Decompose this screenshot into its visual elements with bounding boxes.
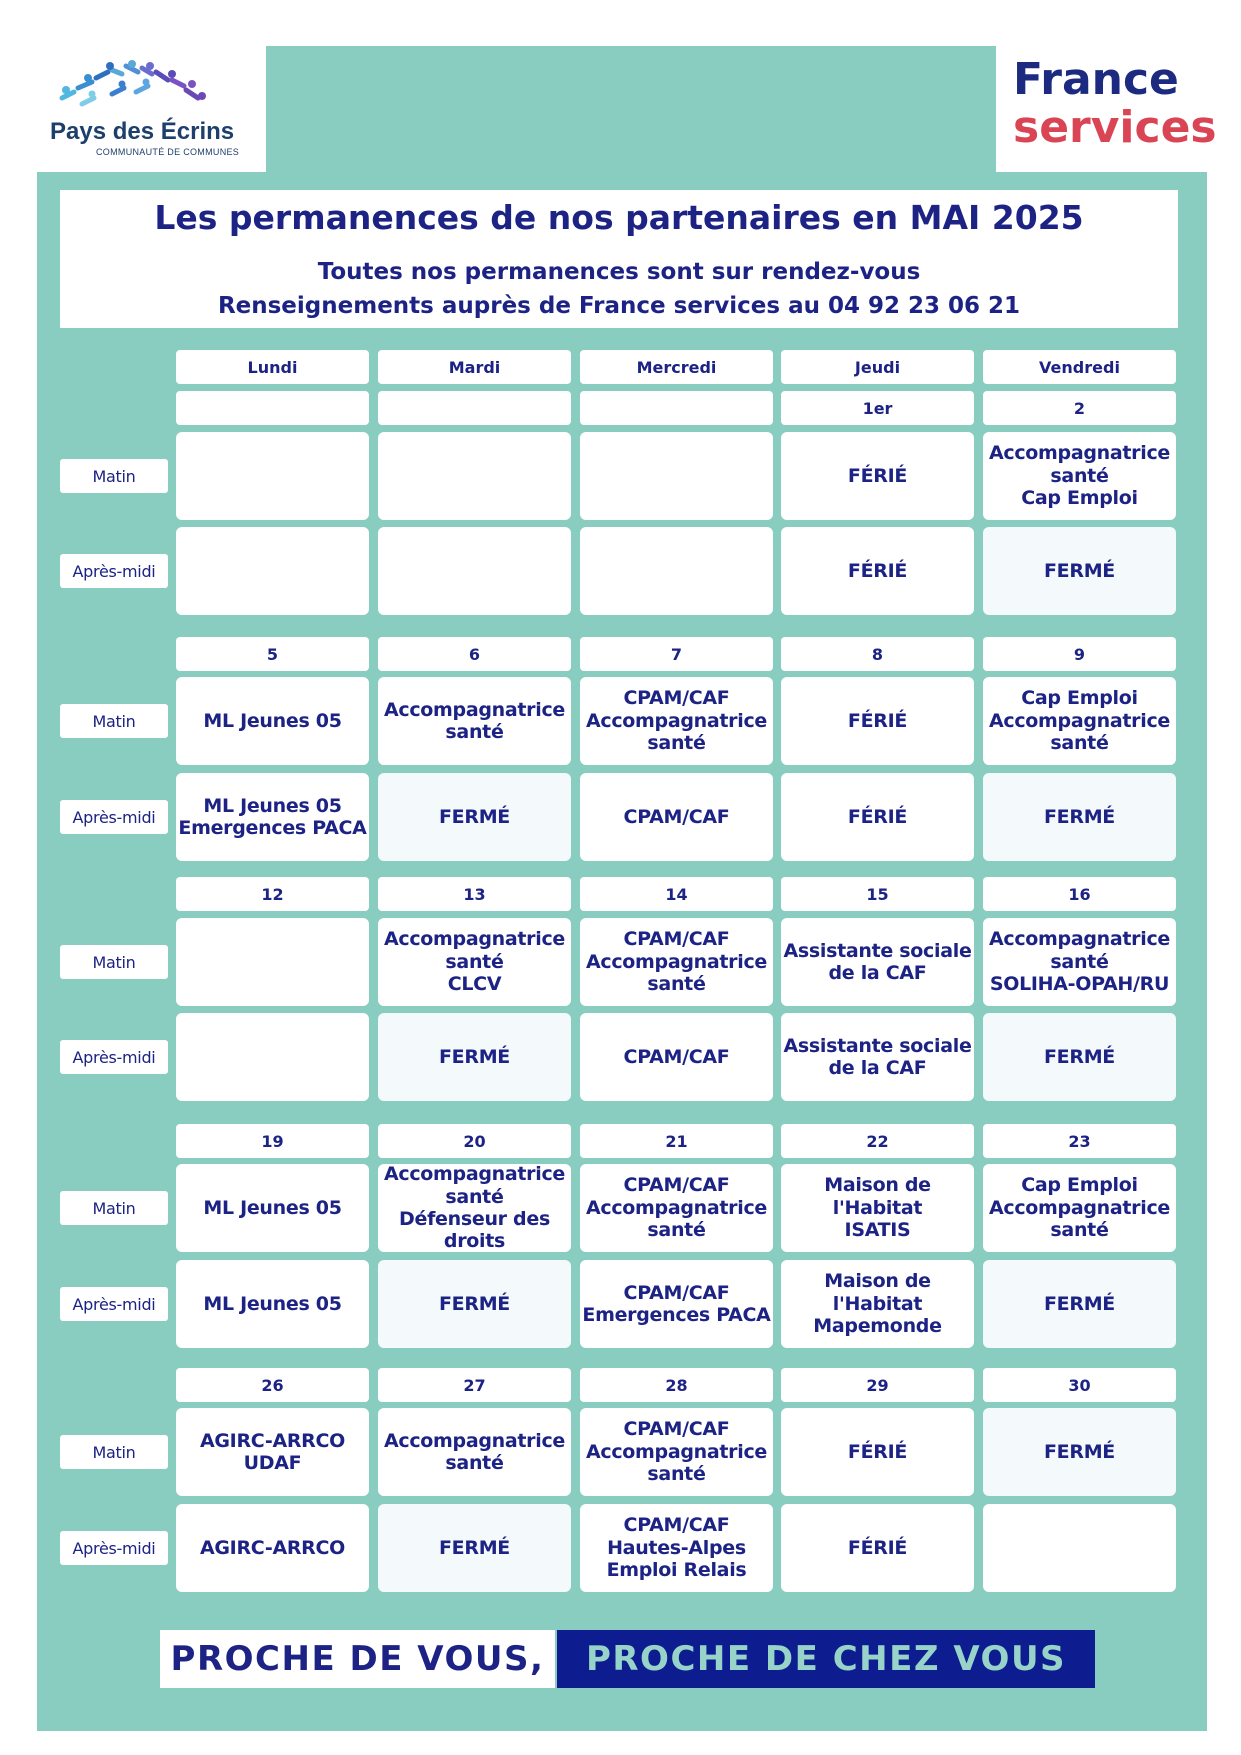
- row-label-morning: Matin: [60, 459, 168, 493]
- morning-slot: FÉRIÉ: [781, 677, 974, 765]
- afternoon-slot: FERMÉ: [983, 773, 1176, 861]
- morning-slot: ML Jeunes 05: [176, 677, 369, 765]
- afternoon-slot: FERMÉ: [983, 527, 1176, 615]
- row-label-afternoon: Après-midi: [60, 1040, 168, 1074]
- afternoon-slot: [176, 1013, 369, 1101]
- morning-slot: [580, 432, 773, 520]
- afternoon-slot: CPAM/CAF: [580, 773, 773, 861]
- morning-slot: Maison de l'Habitat ISATIS: [781, 1164, 974, 1252]
- row-label-morning: Matin: [60, 1191, 168, 1225]
- day-header: Mardi: [378, 350, 571, 384]
- row-label-afternoon: Après-midi: [60, 800, 168, 834]
- afternoon-slot: CPAM/CAF: [580, 1013, 773, 1101]
- row-label-afternoon: Après-midi: [60, 1287, 168, 1321]
- date-cell: 6: [378, 637, 571, 671]
- date-cell: 12: [176, 877, 369, 911]
- morning-slot: Cap Emploi Accompagnatrice santé: [983, 677, 1176, 765]
- day-header: Jeudi: [781, 350, 974, 384]
- afternoon-slot: Assistante sociale de la CAF: [781, 1013, 974, 1101]
- row-label-morning: Matin: [60, 704, 168, 738]
- morning-slot: [176, 918, 369, 1006]
- afternoon-slot: FÉRIÉ: [781, 1504, 974, 1592]
- morning-slot: Accompagnatrice santé CLCV: [378, 918, 571, 1006]
- date-cell: [580, 391, 773, 425]
- brand-line-france: France: [1013, 54, 1179, 105]
- date-cell: 27: [378, 1368, 571, 1402]
- day-header: Vendredi: [983, 350, 1176, 384]
- afternoon-slot: [176, 527, 369, 615]
- row-label-morning: Matin: [60, 945, 168, 979]
- date-cell: 20: [378, 1124, 571, 1158]
- morning-slot: Assistante sociale de la CAF: [781, 918, 974, 1006]
- morning-slot: Cap Emploi Accompagnatrice santé: [983, 1164, 1176, 1252]
- morning-slot: [176, 432, 369, 520]
- date-cell: [176, 391, 369, 425]
- day-header: Mercredi: [580, 350, 773, 384]
- morning-slot: CPAM/CAF Accompagnatrice santé: [580, 1164, 773, 1252]
- morning-slot: FÉRIÉ: [781, 432, 974, 520]
- morning-slot: CPAM/CAF Accompagnatrice santé: [580, 1408, 773, 1496]
- morning-slot: Accompagnatrice santé: [378, 677, 571, 765]
- afternoon-slot: FERMÉ: [378, 1013, 571, 1101]
- date-cell: 14: [580, 877, 773, 911]
- morning-slot: Accompagnatrice santé SOLIHA-OPAH/RU: [983, 918, 1176, 1006]
- afternoon-slot: FERMÉ: [983, 1013, 1176, 1101]
- morning-slot: Accompagnatrice santé: [378, 1408, 571, 1496]
- date-cell: 28: [580, 1368, 773, 1402]
- afternoon-slot: [580, 527, 773, 615]
- morning-slot: Accompagnatrice santé Défenseur des droits: [378, 1164, 571, 1252]
- row-label-afternoon: Après-midi: [60, 554, 168, 588]
- afternoon-slot: FERMÉ: [983, 1260, 1176, 1348]
- afternoon-slot: CPAM/CAF Hautes-Alpes Emploi Relais: [580, 1504, 773, 1592]
- afternoon-slot: ML Jeunes 05: [176, 1260, 369, 1348]
- title-box: [60, 190, 1178, 328]
- morning-slot: [378, 432, 571, 520]
- page-title: Les permanences de nos partenaires en MAI 2025: [154, 198, 1084, 237]
- morning-slot: FÉRIÉ: [781, 1408, 974, 1496]
- date-cell: 7: [580, 637, 773, 671]
- afternoon-slot: ML Jeunes 05 Emergences PACA: [176, 773, 369, 861]
- date-cell: 23: [983, 1124, 1176, 1158]
- date-cell: 29: [781, 1368, 974, 1402]
- afternoon-slot: CPAM/CAF Emergences PACA: [580, 1260, 773, 1348]
- date-cell: 2: [983, 391, 1176, 425]
- date-cell: 30: [983, 1368, 1176, 1402]
- date-cell: 8: [781, 637, 974, 671]
- morning-slot: CPAM/CAF Accompagnatrice santé: [580, 677, 773, 765]
- people-logo-icon: [52, 60, 232, 126]
- row-label-afternoon: Après-midi: [60, 1531, 168, 1565]
- logo-subtitle: COMMUNAUTÉ DE COMMUNES: [96, 147, 240, 157]
- afternoon-slot: [983, 1504, 1176, 1592]
- date-cell: 22: [781, 1124, 974, 1158]
- date-cell: 19: [176, 1124, 369, 1158]
- afternoon-slot: FERMÉ: [378, 773, 571, 861]
- morning-slot: CPAM/CAF Accompagnatrice santé: [580, 918, 773, 1006]
- day-header: Lundi: [176, 350, 369, 384]
- morning-slot: AGIRC-ARRCO UDAF: [176, 1408, 369, 1496]
- afternoon-slot: AGIRC-ARRCO: [176, 1504, 369, 1592]
- date-cell: 26: [176, 1368, 369, 1402]
- date-cell: 1er: [781, 391, 974, 425]
- date-cell: 13: [378, 877, 571, 911]
- appointment-note: Toutes nos permanences sont sur rendez-vous: [317, 259, 921, 285]
- date-cell: 16: [983, 877, 1176, 911]
- afternoon-slot: FERMÉ: [378, 1504, 571, 1592]
- date-cell: 21: [580, 1124, 773, 1158]
- brand-line-services: services: [1013, 102, 1217, 153]
- morning-slot: Accompagnatrice santé Cap Emploi: [983, 432, 1176, 520]
- slogan-right: PROCHE DE CHEZ VOUS: [557, 1630, 1095, 1688]
- morning-slot: FERMÉ: [983, 1408, 1176, 1496]
- contact-info: Renseignements auprès de France services au 04 92 23 06 21: [217, 293, 1021, 319]
- morning-slot: ML Jeunes 05: [176, 1164, 369, 1252]
- date-cell: [378, 391, 571, 425]
- date-cell: 9: [983, 637, 1176, 671]
- afternoon-slot: Maison de l'Habitat Mapemonde: [781, 1260, 974, 1348]
- afternoon-slot: FÉRIÉ: [781, 773, 974, 861]
- logo-name: Pays des Écrins: [50, 118, 235, 145]
- row-label-morning: Matin: [60, 1435, 168, 1469]
- slogan-left: PROCHE DE VOUS,: [160, 1630, 555, 1688]
- afternoon-slot: FERMÉ: [378, 1260, 571, 1348]
- afternoon-slot: [378, 527, 571, 615]
- afternoon-slot: FÉRIÉ: [781, 527, 974, 615]
- date-cell: 5: [176, 637, 369, 671]
- date-cell: 15: [781, 877, 974, 911]
